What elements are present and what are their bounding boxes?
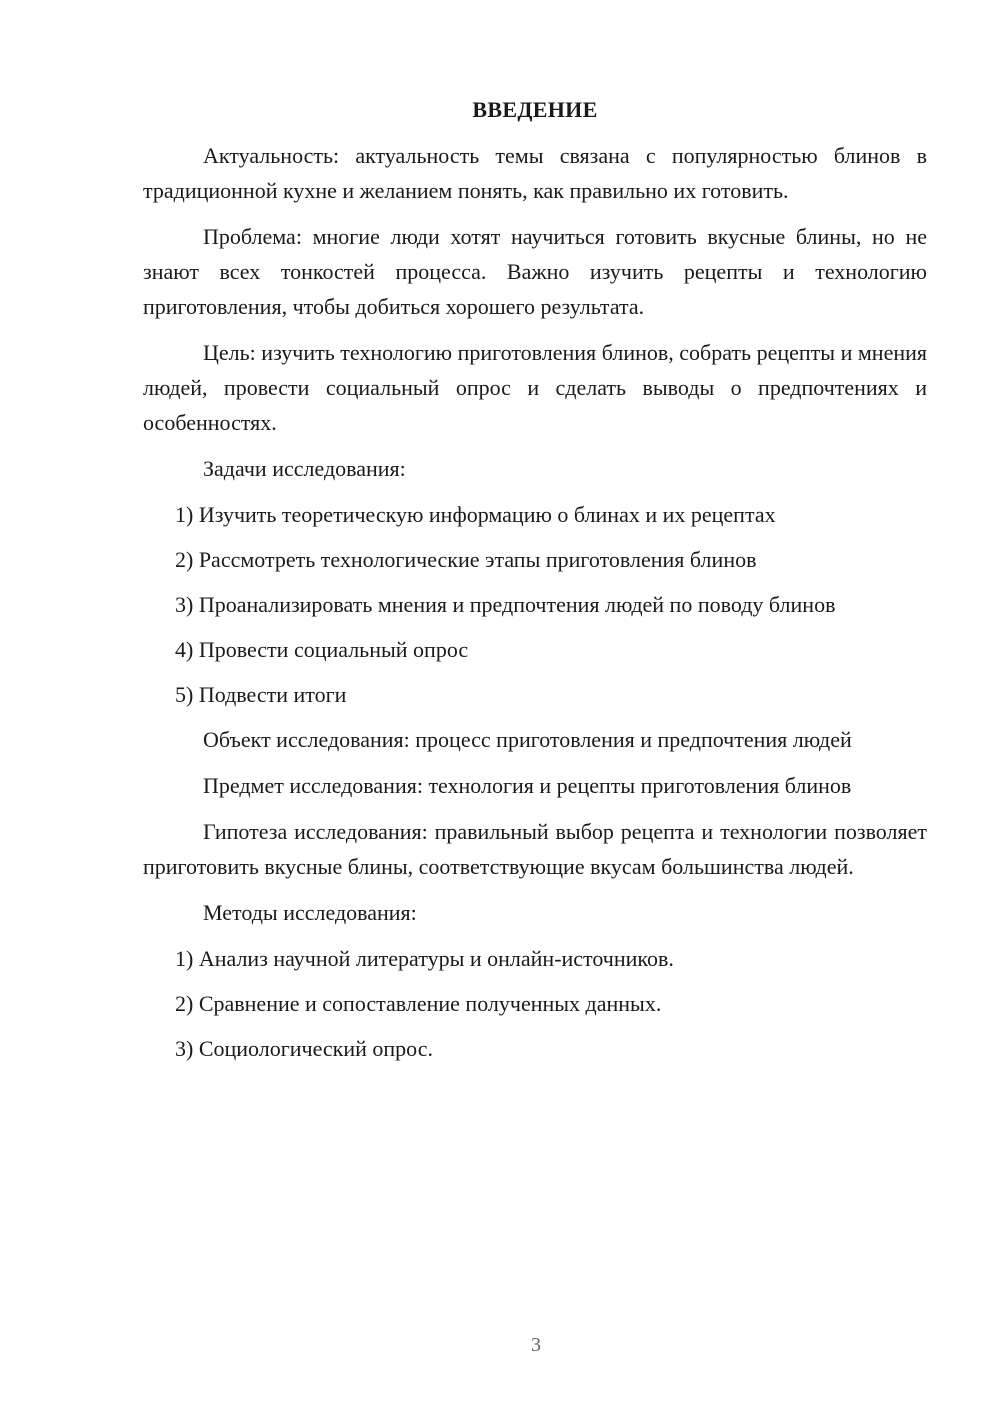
- list-item: 2) Сравнение и сопоставление полученных данных.: [175, 991, 662, 1016]
- paragraph-object: Объект исследования: процесс приготовления и предпочтения людей: [203, 727, 852, 752]
- list-item: 1) Изучить теоретическую информацию о блинах и их рецептах: [175, 502, 776, 527]
- methods-list: [143, 941, 927, 1066]
- tasks-heading: Задачи исследования:: [203, 456, 406, 481]
- tasks-list: [143, 497, 927, 712]
- page-number: 3: [531, 1334, 541, 1356]
- list-item: 5) Подвести итоги: [175, 682, 347, 707]
- list-item: 3) Проанализировать мнения и предпочтения людей по поводу блинов: [175, 592, 836, 617]
- list-item: 1) Анализ научной литературы и онлайн-источников.: [175, 946, 674, 971]
- list-item: 4) Провести социальный опрос: [175, 637, 469, 662]
- paragraph-subject: Предмет исследования: технология и рецепты приготовления блинов: [203, 773, 852, 798]
- list-item: 2) Рассмотреть технологические этапы приготовления блинов: [175, 547, 757, 572]
- document-page: [143, 92, 927, 1076]
- list-item: 3) Социологический опрос.: [175, 1036, 433, 1061]
- paragraph-hypothesis: Гипотеза исследования: правильный выбор рецепта и технологии позволяет приготовить вкусные блины, соответствующие вкусам большинства людей.: [143, 819, 927, 879]
- paragraph-relevance: Актуальность: актуальность темы связана с популярностью блинов в традиционной кухне и желанием понять, как правильно их готовить.: [143, 143, 927, 203]
- methods-heading: Методы исследования:: [203, 900, 417, 925]
- paragraph-problem: Проблема: многие люди хотят научиться готовить вкусные блины, но не знают всех тонкостей процесса. Важно изучить рецепты и технологию приготовления, чтобы добиться хорошего результата.: [143, 224, 927, 319]
- paragraph-goal: Цель: изучить технологию приготовления блинов, собрать рецепты и мнения людей, провести социальный опрос и сделать выводы о предпочтениях и особенностях.: [143, 340, 927, 435]
- page-title: ВВЕДЕНИЕ: [472, 97, 598, 122]
